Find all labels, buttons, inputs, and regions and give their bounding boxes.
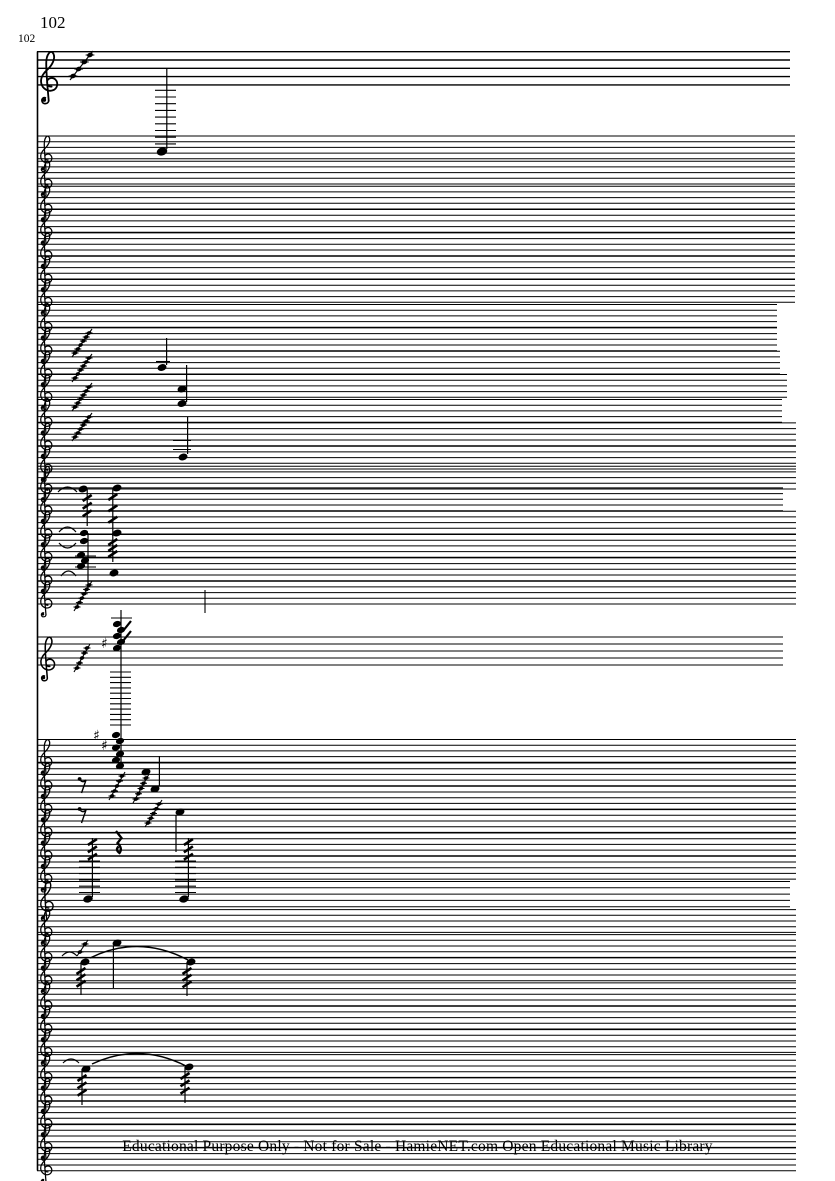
measure-number: 102 xyxy=(40,13,66,32)
svg-text:♯: ♯ xyxy=(101,738,108,754)
svg-text:♯: ♯ xyxy=(101,636,108,652)
footer-text: Educational Purpose Only - Not for Sale - HamieNET.com Open Educational Music Library xyxy=(122,1138,713,1155)
svg-text:♯: ♯ xyxy=(93,728,100,744)
measure-number-secondary: 102 xyxy=(18,33,36,45)
